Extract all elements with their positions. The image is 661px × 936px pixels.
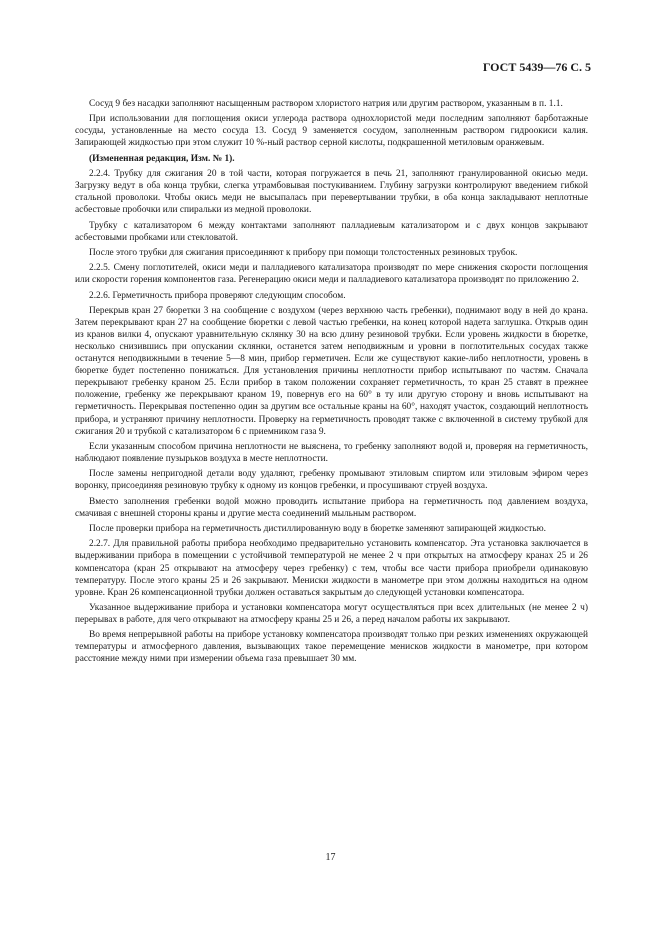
paragraph: При использовании для поглощения окиси углерода раствора однохлористой меди последним заполняют барботажные сосуды, установленные на место сосуда 13. Сосуд 9 заменяется сосудом, заполненным раствором гидроокиси калия. Запирающей жидкостью при этом служит 10 %-ный раствор серной кислоты, подкрашенной метиловым оранжевым. [75,114,588,149]
paragraph: Трубку с катализатором 6 между контактами заполняют палладиевым катализатором и с двух концов закрывают асбестовыми пробками или стекловатой. [75,220,588,243]
paragraph: После проверки прибора на герметичность дистиллированную воду в бюретке заменяют запирающей жидкостью. [89,524,546,535]
paragraph: После замены непригодной детали воду удаляют, гребенку промывают этиловым спиртом или этиловым эфиром через воронку, присоединяя резиновую трубку к одному из концов гребенки, и просушивают струей воздуха. [75,469,588,492]
document-body [75,98,588,669]
page-number: 17 [325,852,336,863]
paragraph: Если указанным способом причина неплотности не выяснена, то гребенку заполняют водой и, проверяя на герметичность, наблюдают появление пузырьков воздуха в месте неплотности. [75,441,588,464]
paragraph: Во время непрерывной работы на приборе установку компенсатора производят только при резких изменениях окружающей температуры и атмосферного давления, вызывающих такое перемещение менисков жидкости в манометре, при котором расстояние между ними при измерении объема газа превышает 30 мм. [75,630,588,665]
paragraph: 2.2.4. Трубку для сжигания 20 в той части, которая погружается в печь 21, заполняют гранулированной окисью меди. Загрузку ведут в оба конца трубки, слегка утрамбовывая постукиванием. Глубину загрузки контролируют введением гибкой стальной проволоки. Чтобы окись меди не высыпалась при перевертывании трубки, в оба конца закладывают неплотные асбестовые пробочки или спиральки из медной проволоки. [75,169,588,216]
paragraph: Сосуд 9 без насадки заполняют насыщенным раствором хлористого натрия или другим раствором, указанным в п. 1.1. [89,99,563,109]
paragraph: После этого трубки для сжигания присоединяют к прибору при помощи толстостенных резиновых трубок. [89,248,518,258]
paragraph: 2.2.7. Для правильной работы прибора необходимо предварительно установить компенсатор. Эта установка заключается в выдерживании прибора в помещении с устойчивой температурой не менее 2 ч при открытых на атмосферу кранах 25 и 26 компенсатора (кран 25 открывают на атмосферу через гребенку) с тем, чтобы все части прибора приобрели одинаковую температуру. После этого краны 25 и 26 закрывают. Мениски жидкости в манометре при этом должны находиться на одном уровне. Кран 26 компенсационной трубки должен оставаться закрытым до следующей установки компенсатора. [75,539,588,598]
paragraph: 2.2.6. Герметичность прибора проверяют следующим способом. [89,290,346,301]
paragraph: Вместо заполнения гребенки водой можно проводить испытание прибора на герметичность под давлением воздуха, смачивая с внешней стороны краны и другие места соединений мыльным раствором. [75,496,588,519]
page-header: ГОСТ 5439—76 С. 5 [482,60,591,74]
paragraph: Перекрыв кран 27 бюретки 3 на сообщение с воздухом (через верхнюю часть гребенки), поднимают воду в ней до крана. Затем перекрывают кран 27 на сообщение бюретки с левой частью гребенки, на конец которой надета заглушка. Открыв один из кранов вилки 4, опускают уравнительную склянку 30 на всю длину резиновой трубки. Если уровень жидкости в бюретке, несколько снизившись при опускании склянки, останется затем неподвижным и уровни в поглотительных сосудах также останутся неподвижными в течение 5—8 мин, прибор герметичен. Если же существуют какие-либо неплотности, уровень в бюретке будет постепенно понижаться. Для установления причины неплотности прибор испытывают по частям. Сначала перекрывают гребенку краном 25. Если прибор в таком положении сохраняет герметичность, то кран 25 ставят в прежнее положение, гребенку же перекрывают краном 19, повернув его на 60° в ту или другую сторону и вновь испытывают на герметичность. Перекрывая постепенно один за другим все остальные краны на 60°, находят участок, создающий неплотность прибора, и устраняют причину неплотности. Проверку на герметичность проводят также с включенной в систему трубкой для сжигания 20 и трубкой с катализатором 6 с приемником газа 9. [75,306,588,437]
amendment-note: (Измененная редакция, Изм. № 1). [89,153,235,164]
paragraph: 2.2.5. Смену поглотителей, окиси меди и палладиевого катализатора производят по мере снижения скорости поглощения или скорости горения компонентов газа. Регенерацию окиси меди и палладиевого катализатора производят по приложению 2. [75,263,588,286]
paragraph: Указанное выдерживание прибора и установки компенсатора могут осуществляться при всех длительных (не менее 2 ч) перерывах в работе, для чего открывают на атмосферу краны 25 и 26, а перед началом работы их закрывают. [75,602,588,625]
